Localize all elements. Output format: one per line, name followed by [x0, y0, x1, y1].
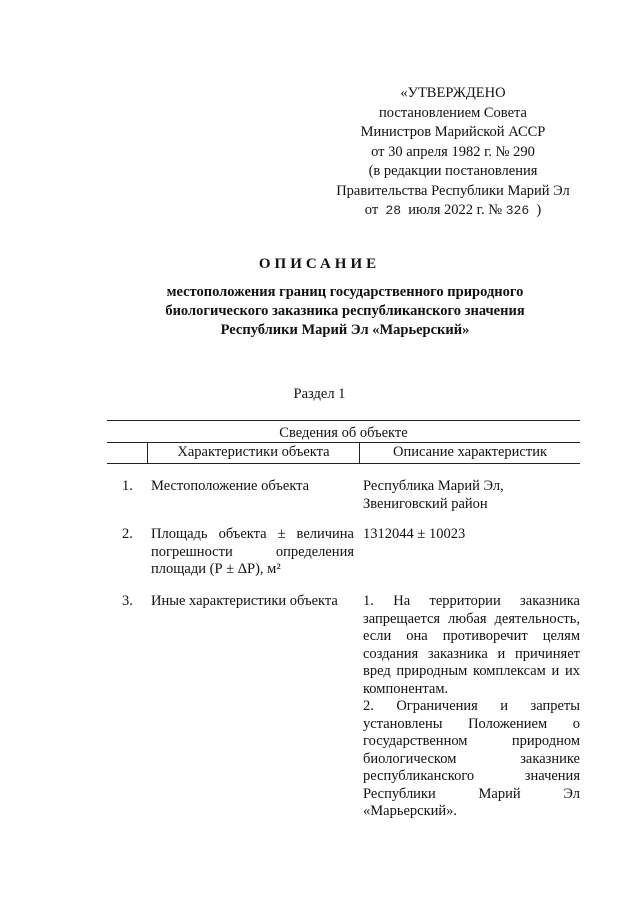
row-characteristic: Иные характеристики объекта — [151, 593, 338, 609]
approval-line: (в редакции постановления — [368, 163, 538, 179]
section-heading: Раздел 1 — [293, 386, 346, 402]
date-middle: июля 2022 г. № — [408, 202, 503, 218]
column-header-description: Описание характеристик — [392, 444, 547, 460]
date-suffix: ) — [536, 202, 542, 218]
column-header-characteristics: Характеристики объекта — [177, 444, 330, 460]
table-header-rule — [107, 463, 580, 464]
table-caption-rule — [107, 442, 580, 443]
subtitle-line: биологического заказника республиканского значения — [165, 303, 525, 319]
row-characteristic: Местоположение объекта — [151, 478, 310, 494]
description-item: 2. Ограничения и запреты установлены Положением о государственном природном биологическом заказнике республиканского значения Республики Марий Эл «Марьерский». — [363, 698, 580, 819]
row-characteristic: Площадь объекта ± величина погрешности определения площади (Р ± ΔР), м² — [151, 526, 354, 577]
date-prefix: от — [364, 202, 379, 218]
approval-date-line — [325, 201, 581, 221]
date-day: 28 — [385, 203, 402, 218]
row-description — [363, 593, 580, 821]
approval-line: Правительства Республики Марий Эл — [336, 182, 570, 199]
description-item: 1. На территории заказника запрещается любая деятельность, если она противоречит целям создания заказника и причиняет вред природным комплексам и их компонентам. — [363, 593, 580, 697]
subtitle-line: Республики Марий Эл «Марьерский» — [220, 322, 470, 338]
approval-line: Министров Марийской АССР — [360, 124, 546, 140]
date-number: 326 — [505, 203, 530, 218]
approval-line: «УТВЕРЖДЕНО — [400, 85, 506, 101]
description-line: Звениговский район — [363, 495, 488, 512]
row-description — [363, 478, 580, 513]
subtitle-line: местоположения границ государственного природного — [166, 284, 524, 300]
row-number: 2. — [122, 526, 133, 542]
table-top-rule — [107, 420, 580, 421]
approval-line: от 30 апреля 1982 г. № 290 — [371, 143, 535, 160]
table-caption: Сведения об объекте — [279, 425, 408, 441]
document-title: ОПИСАНИЕ — [258, 256, 381, 272]
approval-stamp — [325, 84, 581, 221]
row-number: 3. — [122, 593, 133, 609]
description-line: Республика Марий Эл, — [363, 478, 504, 494]
row-number: 1. — [122, 478, 133, 494]
document-subtitle — [100, 283, 590, 340]
approval-line: постановлением Совета — [379, 104, 527, 121]
row-description: 1312044 ± 10023 — [363, 526, 466, 542]
